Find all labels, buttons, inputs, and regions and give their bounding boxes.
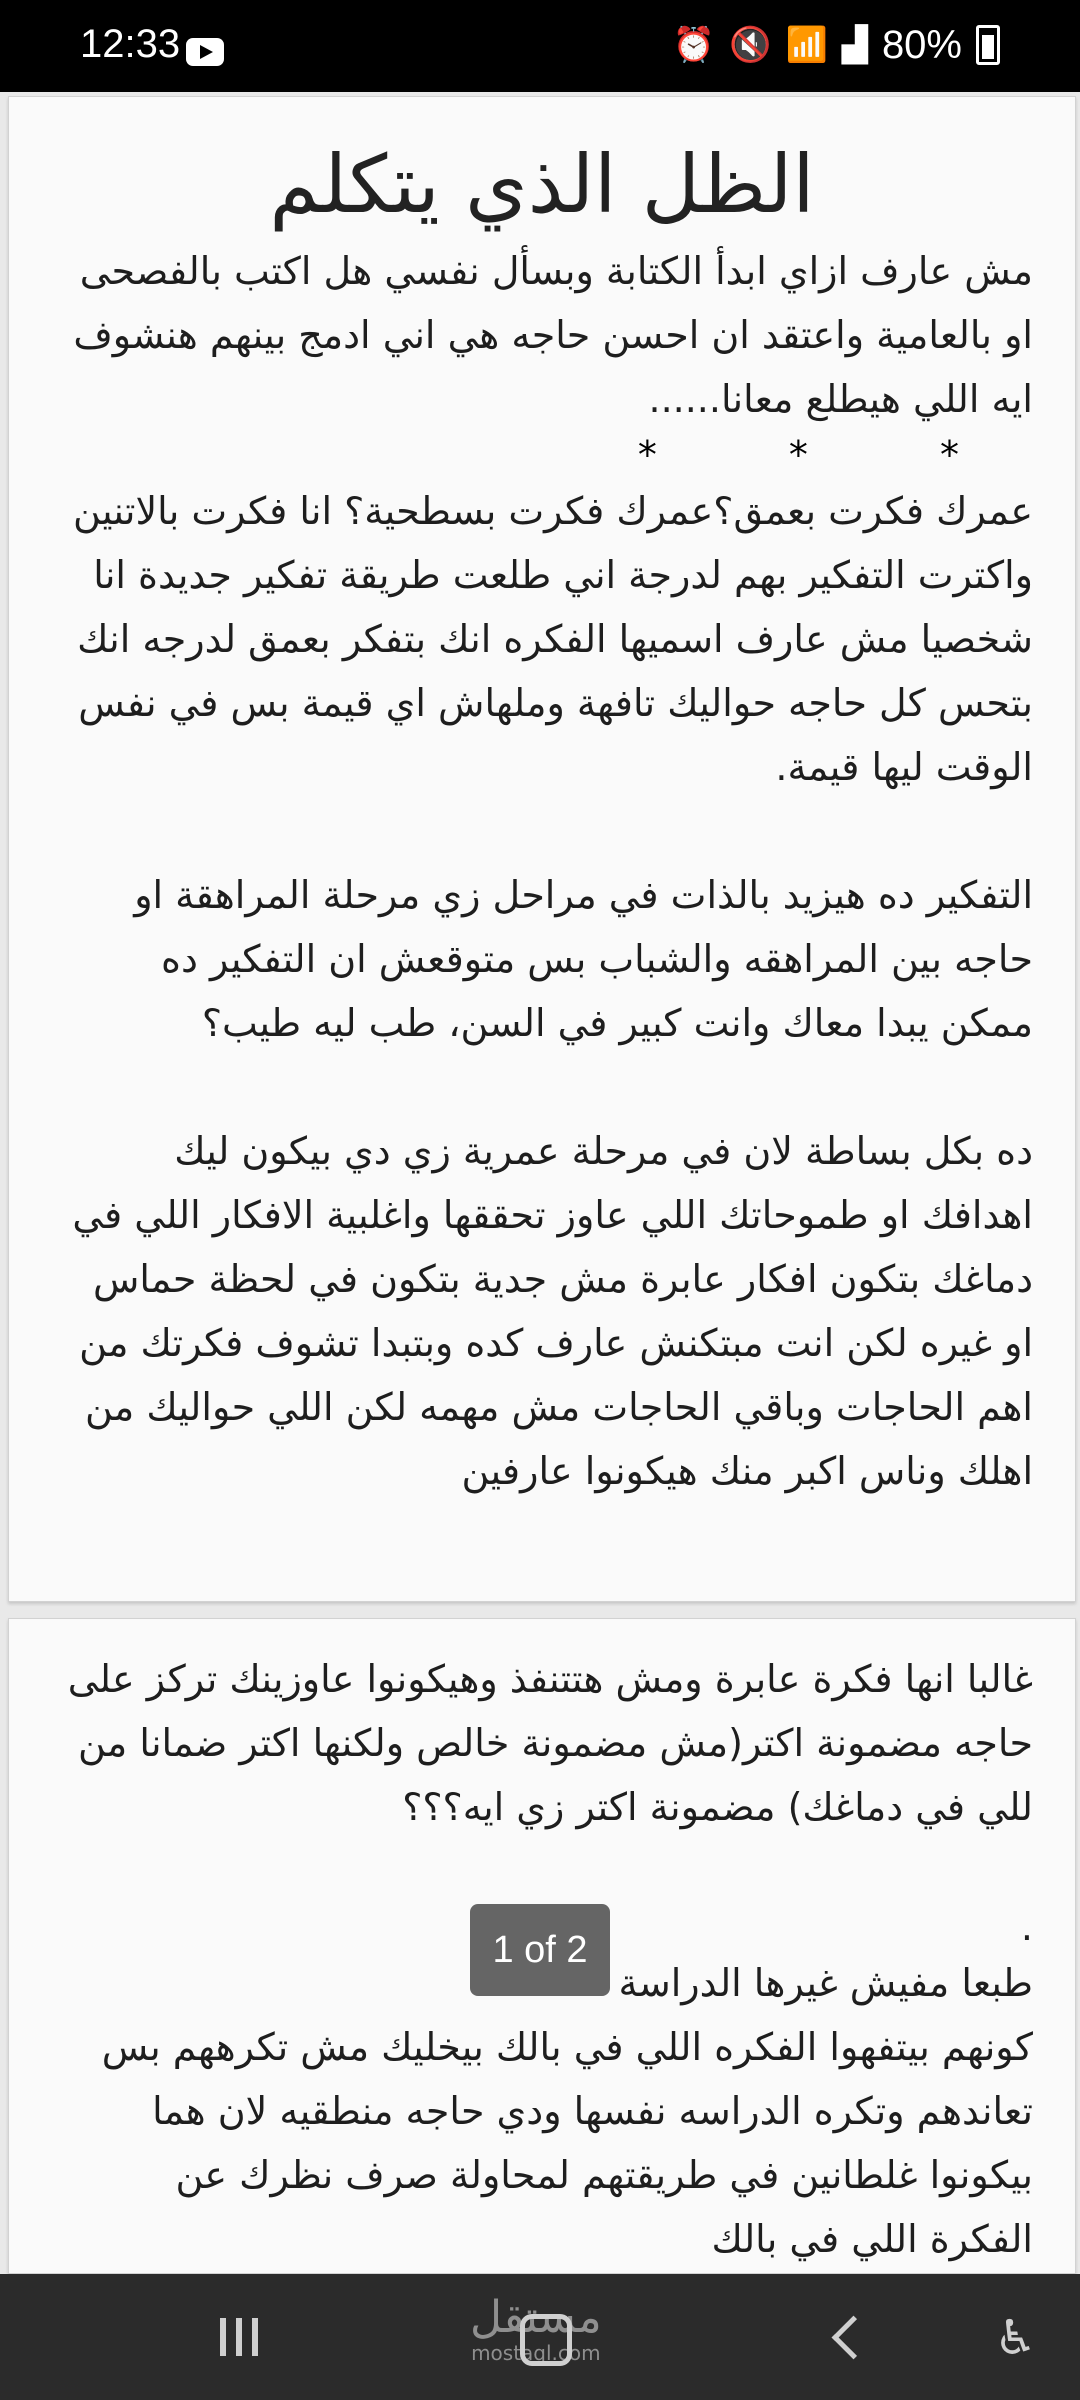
battery-icon: [976, 25, 1000, 65]
paragraph-3: التفكير ده هيزيد بالذات في مراحل زي مرحلة المراهقة او حاجه بين المراهقه والشباب بس متوقعش ان التفكير ده ممكن يبدا معاك وانت كبير في السن، طب ليه طيب؟: [134, 873, 1033, 1045]
paragraph-7: طبعا مفيش غيرها الدراسة: [618, 1961, 1033, 2005]
document-title: الظل الذي يتكلم: [269, 138, 815, 231]
recents-button[interactable]: [220, 2318, 258, 2356]
signal-icon: ▟: [841, 25, 868, 65]
paragraph-8: كونهم بيتفهوا الفكره اللي في بالك بيخليك مش تكرههم بس تعاندهم وتكره الدراسه نفسها ودي حاجه منطقيه لان هما بيكونوا غلطانين في طريقتهم لمحاولة صرف نظرك عن الفكرة اللي في بالك: [101, 2025, 1033, 2261]
page-indicator: 1 of 2: [470, 1904, 610, 1996]
document-page-1[interactable]: [8, 96, 1076, 1602]
mute-icon: 🔇: [729, 25, 772, 65]
status-bar: [0, 0, 1080, 92]
back-button[interactable]: [832, 2316, 876, 2360]
youtube-icon: [186, 38, 224, 66]
status-icons: [673, 22, 1000, 68]
paragraph-6: .: [1020, 1905, 1033, 1949]
wifi-icon: 📶: [785, 25, 828, 65]
watermark-latin: mostaql.com: [471, 2341, 601, 2365]
battery-percent: 80%: [881, 22, 962, 67]
paragraph-5: غالبا انها فكرة عابرة ومش هتتنفذ وهيكونوا عاوزينك تركز على حاجه مضمونة اكتر(مش مضمونة خالص ولكنها اكتر ضمانا من للي في دماغك) مضمونة اكتر زي ايه؟؟؟: [67, 1657, 1033, 1829]
paragraph-4: ده بكل بساطة لان في مرحلة عمرية زي دي بيكون ليك اهدافك او طموحاتك اللي عاوز تحققها واغلبية الافكار اللي في دماغك بتكون افكار عابرة مش جدية بتكون في لحظة حماس او غيره لكن انت مبتكنش عارف كده وبتبدا تشوف فكرتك من اهم الحاجات وباقي الحاجات مش مهمه لكن اللي حواليك من اهلك وناس اكبر منك هيكونوا عارفين: [72, 1129, 1033, 1493]
paragraph-1: مش عارف ازاي ابدأ الكتابة وبسأل نفسي هل اكتب بالفصحى او بالعامية واعتقد ان احسن حاجه هي اني ادمج بينهم هنشوف ايه اللي هيطلع معانا......: [73, 249, 1033, 421]
accessibility-icon[interactable]: ♿: [994, 2310, 1038, 2366]
status-time: 12:33: [80, 22, 181, 66]
section-separator: * * *: [637, 433, 1019, 477]
home-button[interactable]: [520, 2314, 572, 2366]
paragraph-2: عمرك فكرت بعمق؟عمرك فكرت بسطحية؟ انا فكرت بالاتنين واكترت التفكير بهم لدرجة اني طلعت طريقة تفكير جديدة انا شخصيا مش عارف اسميها الفكره انك بتفكر بعمق لدرجه انك بتحس كل حاجه حواليك تافهة وملهاش اي قيمة بس في نفس الوقت ليها قيمة.: [73, 489, 1033, 789]
navigation-bar: [0, 2274, 1080, 2400]
watermark-arabic: مستقل: [470, 2292, 602, 2343]
alarm-icon: ⏰: [672, 25, 716, 65]
